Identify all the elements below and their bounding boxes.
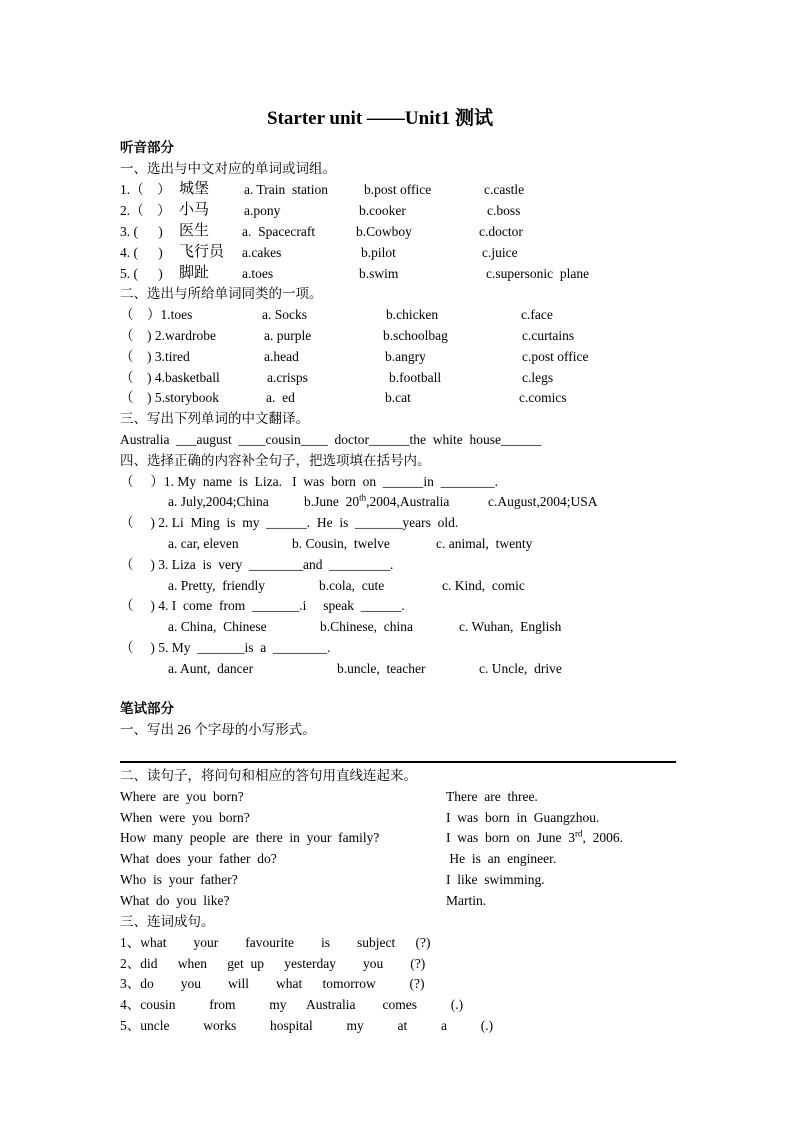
section-heading: 三、写出下列单词的中文翻译。 [120, 411, 309, 426]
written-heading: 笔试部分 [120, 701, 174, 716]
option-a: a.head [264, 349, 299, 364]
page-title: Starter unit ——Unit1 测试 [267, 108, 494, 129]
item-number: （ ) 5.storybook [120, 390, 219, 405]
section-heading: 三、连词成句。 [120, 914, 215, 929]
word-order-line: 2、did when get up yesterday you (?) [120, 956, 426, 971]
match-question: Who is your father? [120, 872, 238, 887]
question-4: （ ) 4. I come from _______.i speak ______. [120, 598, 405, 613]
item-number: 4. ( ) [120, 245, 163, 260]
option-a: a. Socks [262, 307, 307, 322]
option-b: b.schoolbag [383, 328, 448, 343]
writing-line [120, 761, 676, 763]
match-question: Where are you born? [120, 789, 244, 804]
option-c: c. Kind, comic [442, 578, 525, 593]
option-c: c.supersonic plane [486, 266, 590, 281]
option-a: a.cakes [242, 245, 282, 260]
option-b: b.angry [385, 349, 426, 364]
option-c: c.boss [487, 203, 521, 218]
option-b: b.football [389, 370, 442, 385]
question-1: （ ）1. My name is Liza. I was born on ______in ________. [120, 474, 498, 489]
option-b: b.cat [385, 390, 411, 405]
option-a: a. Spacecraft [242, 224, 316, 239]
option-a: a. car, eleven [168, 536, 239, 551]
item-number: （ ) 3.tired [120, 349, 190, 364]
option-c: c.juice [482, 245, 518, 260]
word-order-line: 5、uncle works hospital my at a (.) [120, 1018, 494, 1033]
chinese-word: 医生 [179, 223, 210, 239]
match-answer: I was born in Guangzhou. [446, 810, 600, 825]
option-b: b.swim [359, 266, 399, 281]
option-b: b.pilot [361, 245, 396, 260]
option-c: c. animal, twenty [436, 536, 533, 551]
option-c: c.face [521, 307, 553, 322]
option-b: b.cooker [359, 203, 406, 218]
option-b: b.post office [364, 182, 432, 197]
section-heading: 一、写出 26 个字母的小写形式。 [120, 722, 316, 737]
item-number: 5. ( ) [120, 266, 163, 281]
option-c: c.post office [522, 349, 589, 364]
chinese-word: 脚趾 [179, 265, 210, 281]
question-3: （ ) 3. Liza is very ________and _________. [120, 557, 394, 572]
translation-line: Australia ___august ____cousin____ doctor______the white house______ [120, 432, 542, 447]
option-c: c.curtains [522, 328, 575, 343]
section-heading: 四、选择正确的内容补全句子，把选项填在括号内。 [120, 453, 431, 468]
match-answer: There are three. [446, 789, 538, 804]
option-b: b.chicken [386, 307, 439, 322]
option-b: b.Chinese, china [320, 619, 413, 634]
option-a: a. July,2004;China [168, 494, 269, 509]
word-order-line: 1、what your favourite is subject (?) [120, 935, 431, 950]
option-a: a. Pretty, friendly [168, 578, 265, 593]
option-a: a. Train station [244, 182, 329, 197]
option-c: c. Uncle, drive [479, 661, 562, 676]
match-question: How many people are there in your family? [120, 830, 380, 845]
item-number: （ ) 4.basketball [120, 370, 220, 385]
section-heading: 一、选出与中文对应的单词或词组。 [120, 161, 336, 176]
match-question: What do you like? [120, 893, 230, 908]
match-answer: I was born on June 3rd, 2006. [446, 828, 623, 845]
option-a: a.crisps [267, 370, 308, 385]
option-a: a. purple [264, 328, 312, 343]
chinese-word: 小马 [179, 202, 210, 218]
option-a: a. China, Chinese [168, 619, 267, 634]
option-c: c.doctor [479, 224, 523, 239]
item-number: 2.（ ） [120, 203, 171, 218]
question-2: （ ) 2. Li Ming is my ______. He is _______years old. [120, 515, 459, 530]
item-number: （ ) 2.wardrobe [120, 328, 216, 343]
chinese-word: 飞行员 [179, 244, 225, 260]
option-a: a. Aunt, dancer [168, 661, 254, 676]
match-answer: Martin. [446, 893, 487, 908]
question-5: （ ) 5. My _______is a ________. [120, 640, 331, 655]
section-heading: 二、选出与所给单词同类的一项。 [120, 286, 323, 301]
option-c: c. Wuhan, English [459, 619, 562, 634]
option-b: b. Cousin, twelve [292, 536, 390, 551]
option-a: a. ed [266, 390, 295, 405]
word-order-line: 4、cousin from my Australia comes (.) [120, 997, 464, 1012]
chinese-word: 城堡 [179, 181, 210, 197]
match-question: When were you born? [120, 810, 250, 825]
option-c: c.legs [522, 370, 554, 385]
listening-heading: 听音部分 [120, 140, 174, 155]
match-answer: I like swimming. [446, 872, 545, 887]
option-b: b.cola, cute [319, 578, 385, 593]
option-b: b.Cowboy [356, 224, 412, 239]
item-number: 3. ( ) [120, 224, 163, 239]
option-b: b.uncle, teacher [337, 661, 426, 676]
option-c: c.castle [484, 182, 525, 197]
word-order-line: 3、do you will what tomorrow (?) [120, 976, 425, 991]
option-a: a.pony [244, 203, 281, 218]
item-number: 1.（ ） [120, 182, 171, 197]
option-c: c.comics [519, 390, 567, 405]
option-c: c.August,2004;USA [488, 494, 598, 509]
option-a: a.toes [242, 266, 274, 281]
match-answer: He is an engineer. [446, 851, 557, 866]
item-number: （ ）1.toes [120, 307, 193, 322]
option-b: b.June 20th,2004,Australia [304, 492, 450, 509]
match-question: What does your father do? [120, 851, 277, 866]
section-heading: 二、读句子，将问句和相应的答句用直线连起来。 [120, 768, 417, 783]
